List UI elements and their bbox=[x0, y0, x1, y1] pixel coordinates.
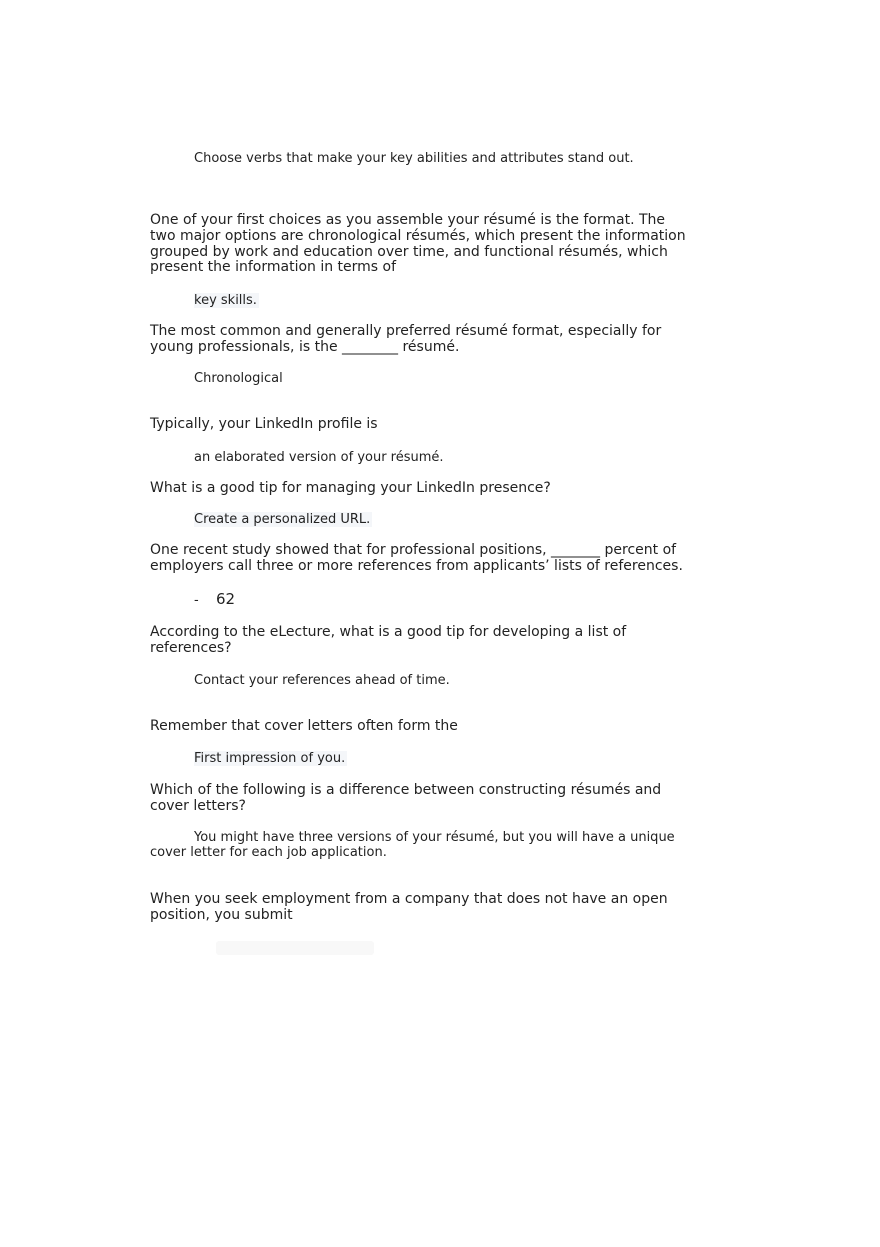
faded-answer-placeholder bbox=[216, 941, 374, 955]
answer-key-skills bbox=[194, 293, 694, 308]
answer-linkedin-profile bbox=[194, 450, 694, 465]
answer-text: Contact your references ahead of time. bbox=[194, 673, 450, 688]
answer-text: Choose verbs that make your key abilities and attributes stand out. bbox=[194, 151, 634, 166]
answer-text: 62 bbox=[216, 590, 236, 608]
question-linkedin-tip: What is a good tip for managing your LinkedIn presence? bbox=[150, 480, 551, 496]
question-resume-vs-cover: Which of the following is a difference between constructing résumés and cover letters? bbox=[150, 782, 662, 814]
question-no-open-position: When you seek employment from a company that does not have an open position, you submit bbox=[150, 891, 668, 923]
answer-text: key skills. bbox=[194, 293, 257, 308]
question-linkedin-profile: Typically, your LinkedIn profile is bbox=[150, 416, 378, 432]
answer-references-percent bbox=[194, 590, 235, 610]
answer-chronological bbox=[194, 371, 694, 386]
answer-first-impression bbox=[194, 751, 694, 766]
answer-text: Create a personalized URL. bbox=[194, 512, 371, 527]
question-references-tip: According to the eLecture, what is a good tip for developing a list of references? bbox=[150, 624, 627, 656]
question-resume-format: One of your first choices as you assemble your résumé is the format. The two major options are chronological résumés, which present the information grouped by work and education over time, and functional résumés, which present the information in terms of bbox=[150, 212, 686, 276]
question-cover-letters: Remember that cover letters often form the bbox=[150, 718, 458, 734]
answer-action-verbs bbox=[194, 151, 694, 166]
answer-resume-vs-cover: You might have three versions of your résumé, but you will have a unique cover letter for each job application. bbox=[150, 830, 675, 861]
answer-text: First impression of you. bbox=[194, 751, 346, 766]
answer-references-tip bbox=[194, 673, 694, 688]
question-references-percent: One recent study showed that for professional positions, _______ percent of employers call three or more references from applicants’ lists of references. bbox=[150, 542, 683, 574]
answer-text: an elaborated version of your résumé. bbox=[194, 450, 444, 465]
answer-linkedin-tip bbox=[194, 512, 694, 527]
list-dash: - bbox=[194, 593, 199, 608]
answer-text: Chronological bbox=[194, 371, 283, 386]
question-preferred-format: The most common and generally preferred résumé format, especially for young professionals, is the ________ résumé. bbox=[150, 323, 662, 355]
